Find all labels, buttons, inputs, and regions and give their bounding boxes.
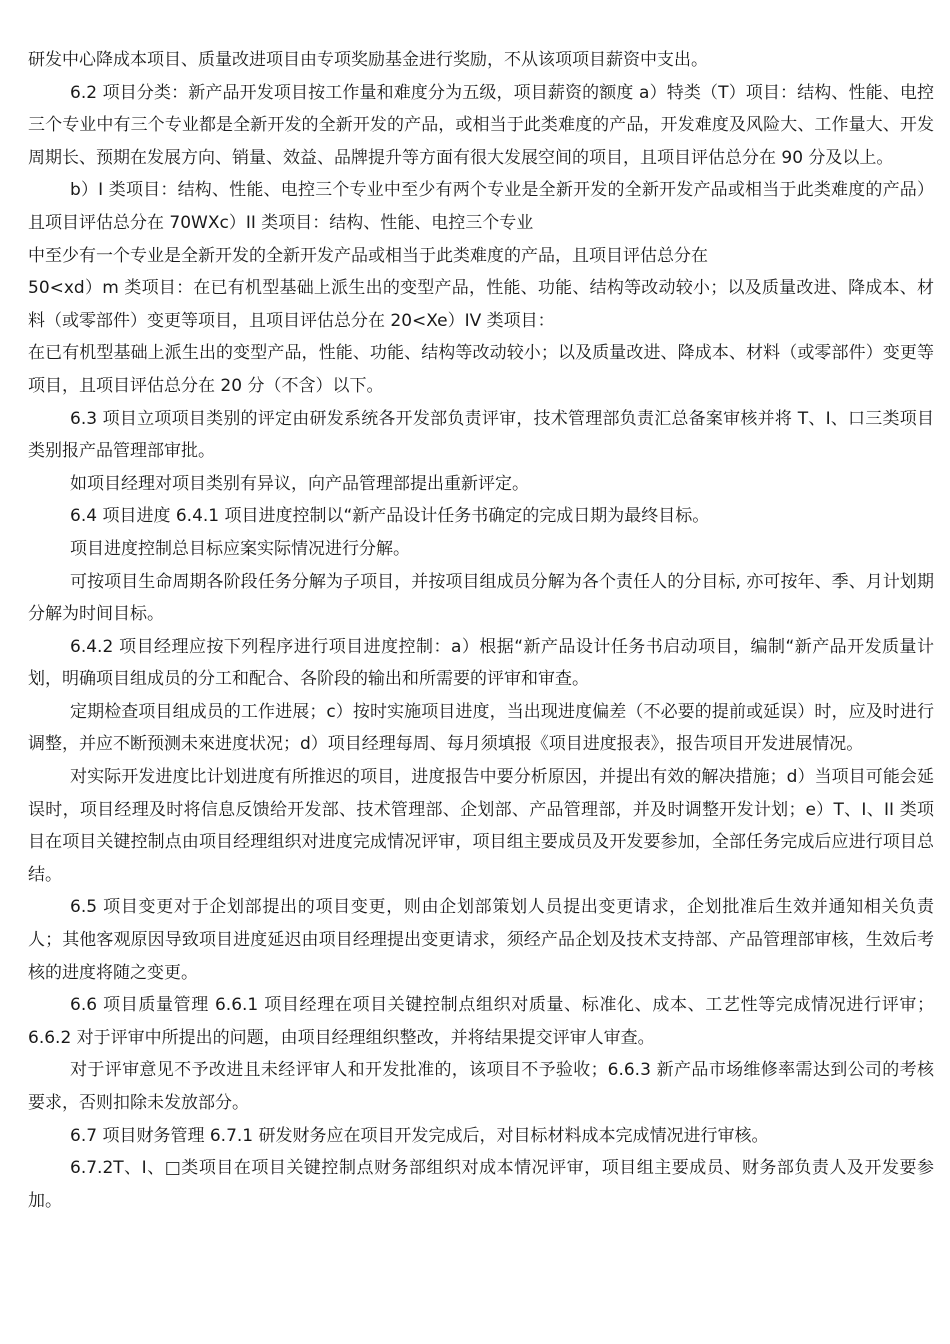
paragraph-4: 中至少有一个专业是全新开发的全新开发产品或相当于此类难度的产品，且项目评估总分在	[28, 245, 708, 266]
paragraph-10: 项目进度控制总目标应案实际情况进行分解。	[70, 538, 410, 559]
paragraph-2: 6.2 项目分类：新产品开发项目按工作量和难度分为五级，项目薪资的额度 a）特类（T）项目：结构、性能、电控三个专业中有三个专业都是全新开发的全新开发的产品，或相当于此类难度的产品，开发难度及风险大、工作量大、开发周期长、预期在发展方向、销量、效益、品牌提升等方面有很大发展空间的项目，且项目评估总分在 90 分及以上。	[28, 82, 934, 168]
paragraph-9: 6.4 项目进度 6.4.1 项目进度控制以“新产品设计任务书确定的完成日期为最终目标。	[70, 506, 710, 527]
paragraph-13: 定期检查项目组成员的工作进展；c）按时实施项目进度，当出现进度偏差（不必要的提前或延误）时，应及时进行调整，并应不断预测未來进度状况；d）项目经理每周、每月须填报《项目进度报表》，报告项目开发进展情况。	[28, 701, 934, 755]
paragraph-6: 在已有机型基础上派生出的变型产品，性能、功能、结构等改动较小；以及质量改进、降成本、材料（或零部件）变更等项目，且项目评估总分在 20 分（不含）以下。	[28, 343, 934, 396]
paragraph-11: 可按项目生命周期各阶段任务分解为子项目，并按项目组成员分解为各个责任人的分目标, 亦可按年、季、月计划期分解为时间目标。	[28, 571, 934, 625]
paragraph-12: 6.4.2 项目经理应按下列程序进行项目进度控制：a）根据“新产品设计任务书启动项目，编制“新产品开发质量计划，明确项目组成员的分工和配合、各阶段的输出和所需要的评审和审查。	[28, 636, 934, 690]
paragraph-3: b）I 类项目：结构、性能、电控三个专业中至少有两个专业是全新开发的全新开发产品或相当于此类难度的产品）且项目评估总分在 70WXc）II 类项目：结构、性能、电控三个专业	[28, 180, 934, 233]
paragraph-5: 50<xd）m 类项目：在已有机型基础上派生出的变型产品，性能、功能、结构等改动较小；以及质量改进、降成本、材料（或零部件）变更等项目，且项目评估总分在 20<Xe）IV 类项目：	[28, 278, 934, 331]
paragraph-15: 6.5 项目变更对于企划部提出的项目变更，则由企划部策划人员提出变更请求，企划批准后生效并通知相关负责人；其他客观原因导致项目进度延迟由项目经理提出变更请求，须经产品企划及技术支持部、产品管理部审核，生效后考核的进度将随之变更。	[28, 897, 934, 983]
paragraph-1: 研发中心降成本项目、质量改进项目由专项奖励基金进行奖励，不从该项项目薪资中支出。	[28, 50, 708, 70]
paragraph-19: 6.7.2T、I、□类项目在项目关键控制点财务部组织对成本情况评审，项目组主要成员、财务部负责人及开发要参加。	[28, 1158, 934, 1211]
paragraph-18: 6.7 项目财务管理 6.7.1 研发财务应在项目开发完成后，对目标材料成本完成情况进行审核。	[70, 1125, 769, 1146]
paragraph-8: 如项目经理对项目类别有异议，向产品管理部提出重新评定。	[70, 473, 529, 494]
paragraph-7: 6.3 项目立项项目类别的评定由研发系统各开发部负责评审，技术管理部负责汇总备案审核并将 T、I、口三类项目类别报产品管理部审批。	[28, 408, 934, 462]
paragraph-16: 6.6 项目质量管理 6.6.1 项目经理在项目关键控制点组织对质量、标准化、成本、工艺性等完成情况进行评审；6.6.2 对于评审中所提出的问题，由项目经理组织整改，并将结果提交评审人审查。	[28, 995, 934, 1048]
paragraph-17: 对于评审意见不予改进且未经评审人和开发批准的，该项目不予验收；6.6.3 新产品市场维修率需达到公司的考核要求，否则扣除未发放部分。	[28, 1060, 934, 1113]
paragraph-14: 对实际开发进度比计划进度有所推迟的项目，进度报告中要分析原因，并提出有效的解决措施；d）当项目可能会延误时，项目经理及时将信息反馈给开发部、技术管理部、企划部、产品管理部，并及时调整开发计划；e）T、I、II 类项目在项目关键控制点由项目经理组织对进度完成情况评审，项目组主要成员及开发要参加，全部任务完成后应进行项目总结。	[28, 767, 934, 885]
document-body	[28, 44, 934, 1217]
